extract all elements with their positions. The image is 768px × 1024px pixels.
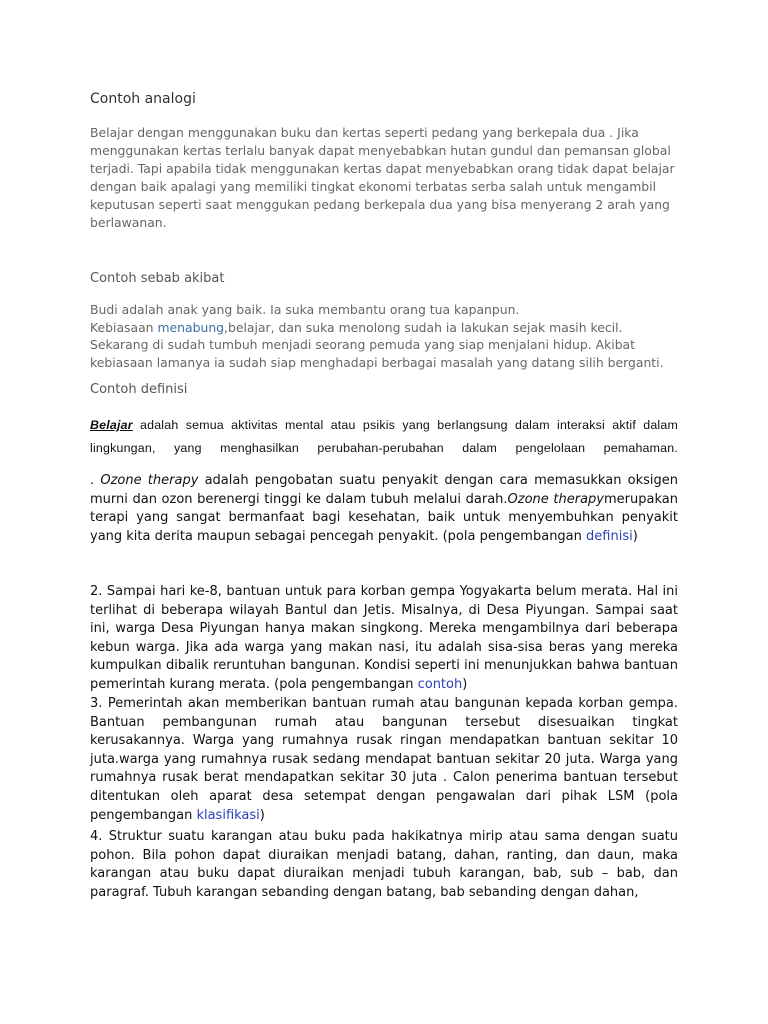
paragraph-item-3 (90, 695, 678, 825)
line2-post: ,belajar, dan suka menolong sudah ia lakukan sejak masih kecil. (224, 319, 623, 335)
paragraph-sebab-akibat (90, 301, 678, 371)
ozone-text-2: merupakan terapi yang sangat bermanfaat bagi kesehatan, baik untuk menyembuhkan penyakit yang kita derita maupun sebagai pencegah penyakit. (pola pengembangan (90, 491, 678, 544)
heading-sebab-akibat: Contoh sebab akibat (90, 271, 225, 286)
sebab-akibat-line-2 (90, 319, 678, 337)
ozone-prefix: . (90, 473, 101, 488)
link-klasifikasi[interactable]: klasifikasi (196, 807, 260, 823)
item-3-text: 3. Pemerintah akan memberikan bantuan rumah atau bangunan kepada korban gempa. Bantuan pembangunan rumah atau bangunan tersebut disesuaikan tingkat kerusakannya. Warga yang rumahnya rusak ringan mendapatkan bantuan sekitar 10 juta.warga yang rumahnya rusak sedang mendapat bantuan sekitar 20 juta. Warga yang rumahnya rusak berat mendapatkan sekitar 30 juta . Calon penerima bantuan tersebut ditentukan oleh aparat desa setempat dengan pengawalan dari pihak LSM (pola pengembangan (90, 696, 678, 823)
heading-analogi: Contoh analogi (90, 91, 196, 107)
ozone-text-1: adalah pengobatan suatu penyakit dengan cara memasukkan oksigen murni dan ozon berenergi tinggi ke dalam tubuh melalui darah. (90, 473, 678, 507)
item-2-close: ) (462, 676, 468, 692)
term-ozone-1: Ozone therapy (100, 473, 199, 488)
line2-pre: Kebiasaan (90, 319, 158, 335)
heading-definisi: Contoh definisi (90, 382, 188, 397)
definisi-text: adalah semua aktivitas mental atau psikis yang berlangsung dalam interaksi aktif dalam lingkungan, yang menghasilkan perubahan-perubahan dalam pengelolaan pemahaman. (90, 418, 678, 455)
paragraph-item-4: 4. Struktur suatu karangan atau buku pada hakikatnya mirip atau sama dengan suatu pohon. Bila pohon dapat diuraikan menjadi batang, dahan, ranting, dan daun, maka karangan atau buku dapat diuraikan menjadi tubuh karangan, bab, sub – bab, dan paragraf. Tubuh karangan sebanding dengan batang, bab sebanding dengan dahan, (90, 829, 678, 900)
term-belajar: Belajar (90, 418, 133, 432)
paragraph-definisi (90, 414, 678, 460)
link-contoh[interactable]: contoh (417, 676, 463, 692)
paragraph-ozone (90, 472, 678, 546)
sebab-akibat-line-3: Sekarang di sudah tumbuh menjadi seorang pemuda yang siap menjalani hidup. Akibat kebiasaan lamanya ia sudah siap menghadapi berbagai masalah yang datang silih berganti. (90, 337, 664, 370)
item-3-close: ) (259, 807, 265, 823)
term-ozone-2: Ozone therapy (507, 491, 604, 507)
sebab-akibat-line-1: Budi adalah anak yang baik. Ia suka membantu orang tua kapanpun. (90, 302, 520, 317)
ozone-close: ) (632, 528, 638, 544)
paragraph-analogi: Belajar dengan menggunakan buku dan kertas seperti pedang yang berkepala dua . Jika menggunakan kertas terlalu banyak dapat menyebabkan hutan gundul dan pemansan global terjadi. Tapi apabila tidak menggunakan kertas dapat menyebabkan orang tidak dapat belajar dengan baik apalagi yang memiliki tingkat ekonomi terbatas serba salah untuk mengambil keputusan seperti saat menggukan pedang berkepala dua yang bisa menyerang 2 arah yang berlawanan. (90, 125, 675, 230)
link-definisi[interactable]: definisi (586, 528, 633, 544)
item-2-text: 2. Sampai hari ke-8, bantuan untuk para korban gempa Yogyakarta belum merata. Hal ini terlihat di beberapa wilayah Bantul dan Jetis. Misalnya, di Desa Piyungan. Sampai saat ini, warga Desa Piyungan hanya makan singkong. Mereka mengambilnya dari beberapa kebun warga. Jika ada warga yang makan nasi, itu adalah sisa-sisa beras yang mereka kumpulkan dibalik reruntuhan bangunan. Kondisi seperti ini menunjukkan bahwa bantuan pemerintah kurang merata. (pola pengembangan (90, 584, 678, 692)
link-menabung[interactable]: menabung (157, 319, 225, 335)
paragraph-item-2 (90, 583, 678, 695)
